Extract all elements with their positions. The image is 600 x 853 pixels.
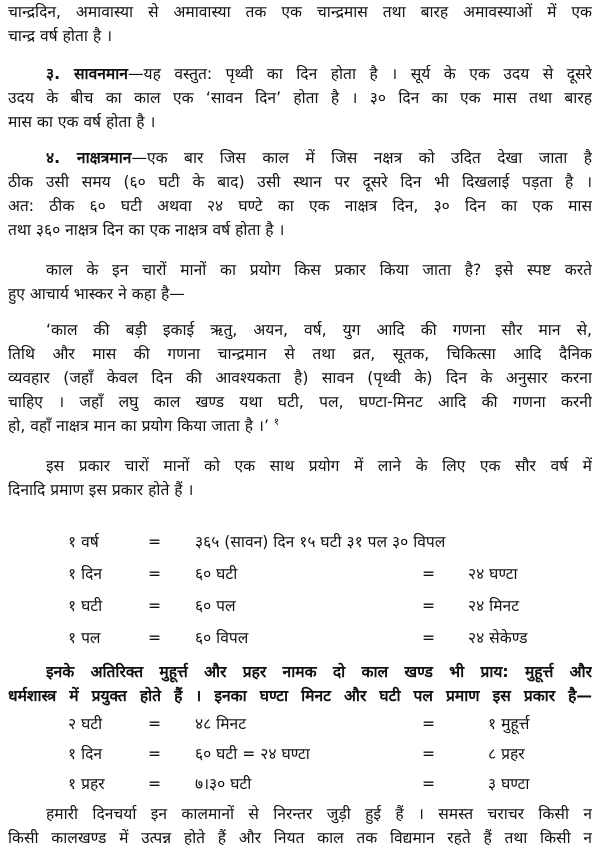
table-cell: = bbox=[422, 597, 436, 615]
table-cell: = bbox=[148, 629, 162, 647]
quote-line: चाहिए । जहाँ लघु काल खण्ड यथा घटी, पल, घण्टा-मिनट आदि की गणना करनी bbox=[8, 393, 592, 411]
table-cell: = bbox=[148, 533, 162, 551]
text-line: हुए आचार्य भास्कर ने कहा है— bbox=[8, 285, 185, 303]
sawan-paragraph-first-line bbox=[46, 62, 592, 86]
text-line: इस प्रकार चारों मानों को एक साथ प्रयोग में लाने के लिए एक सौर वर्ष में bbox=[46, 457, 592, 475]
text-line: चान्द्र वर्ष होता है । bbox=[8, 27, 112, 45]
text-line: तथा ३६० नाक्षत्र दिन का एक नाक्षत्र वर्ष होता है । bbox=[8, 221, 285, 239]
nakshatra-paragraph-first-line bbox=[46, 146, 592, 170]
text-line: काल के इन चारों मानों का प्रयोग किस प्रकार किया जाता है? इसे स्पष्ट करते bbox=[46, 261, 592, 279]
table-cell: = bbox=[148, 745, 162, 763]
table-cell: २४ घण्टा bbox=[468, 565, 518, 583]
text-line: मास का एक वर्ष होता है । bbox=[8, 113, 156, 131]
text-line bbox=[8, 684, 592, 708]
table-cell: = bbox=[422, 629, 436, 647]
table-row bbox=[0, 772, 600, 796]
table-cell: = bbox=[422, 565, 436, 583]
table-cell: = bbox=[422, 745, 436, 763]
text-line: ठीक उसी समय (६० घटी के बाद) उसी स्थान पर दूसरे दिन भी दिखलाई पड़ता है । bbox=[8, 173, 592, 191]
table-cell: १ प्रहर bbox=[68, 775, 105, 793]
table-cell: १ घटी bbox=[68, 597, 103, 615]
text-line bbox=[46, 660, 592, 684]
quote-line: तिथि और मास की गणना चान्द्रमान से तथा व्रत, सूतक, चिकित्सा आदि दैनिक bbox=[8, 345, 592, 363]
table-cell: १ दिन bbox=[68, 565, 103, 583]
quote-last-line bbox=[8, 414, 592, 438]
table-cell: ३६५ (सावन) दिन १५ घटी ३१ पल ३० विपल bbox=[195, 533, 446, 551]
text-line: दिनादि प्रमाण इस प्रकार होते हैं । bbox=[8, 481, 194, 499]
quote-line: हो, वहाँ नाक्षत्र मान का प्रयोग किया जाता है ।’ bbox=[8, 417, 269, 435]
table-cell: १ दिन bbox=[68, 745, 103, 763]
table-cell: १ मुहूर्त्त bbox=[488, 715, 530, 733]
text-line: —एक बार जिस काल में जिस नक्षत्र को उदित देखा जाता है bbox=[131, 149, 592, 167]
table-row bbox=[0, 594, 600, 618]
table-cell: ३ घण्टा bbox=[488, 775, 530, 793]
quote-line: ‘काल की बड़ी इकाई ऋतु, अयन, वर्ष, युग आदि की गणना सौर मान से, bbox=[46, 321, 592, 339]
table-cell: = bbox=[148, 715, 162, 733]
table-row bbox=[0, 562, 600, 586]
table-cell: २४ मिनट bbox=[468, 597, 520, 615]
text-line: हमारी दिनचर्या इन कालमानों से निरन्तर जुड़ी हुई हैं । समस्त चराचर किसी न bbox=[46, 805, 592, 823]
quote-line: व्यवहार (जहाँ केवल दिन की आवश्यकता है) सावन (पृथ्वी के) दिन के अनुसार करना bbox=[8, 369, 592, 387]
table-cell: = bbox=[148, 597, 162, 615]
text-line: चान्द्रदिन, अमावास्या से अमावास्या तक एक चान्द्रमास तथा बारह अमावस्याओं में एक bbox=[8, 3, 592, 21]
table-cell: १ पल bbox=[68, 629, 101, 647]
table-cell: २४ सेकेण्ड bbox=[468, 629, 528, 647]
text-line: —यह वस्तुत: पृथ्वी का दिन होता है । सूर्य के एक उदय से दूसरे bbox=[127, 65, 592, 83]
footnote-marker: १ bbox=[273, 416, 280, 428]
table-cell: ६० पल bbox=[195, 597, 236, 615]
table-cell: ६० विपल bbox=[195, 629, 249, 647]
table-cell: = bbox=[148, 775, 162, 793]
table-cell: ६० घटी bbox=[195, 565, 238, 583]
table-row bbox=[0, 712, 600, 736]
text-line: उदय के बीच का काल एक ‘सावन दिन’ होता है । ३० दिन का एक मास तथा बारह bbox=[8, 89, 592, 107]
table-cell: = bbox=[422, 775, 436, 793]
sawan-term: ३. सावनमान bbox=[46, 65, 128, 83]
table-cell: ६० घटी = २४ घण्टा bbox=[195, 745, 310, 763]
table-row bbox=[0, 626, 600, 650]
table-cell: १ वर्ष bbox=[68, 533, 99, 551]
table-cell: ८ प्रहर bbox=[488, 745, 525, 763]
table-cell: = bbox=[148, 565, 162, 583]
table-cell: ७।३० घटी bbox=[195, 775, 252, 793]
table-cell: २ घटी bbox=[68, 715, 103, 733]
table-row bbox=[0, 742, 600, 766]
text-line: किसी कालखण्ड में उत्पन्न होते हैं और नियत काल तक विद्यमान रहते हैं तथा किसी न bbox=[8, 829, 592, 847]
text-line-bold: इनके अतिरिक्त मुहूर्त्त और प्रहर नामक दो काल खण्ड भी प्राय: मुहूर्त्त और bbox=[46, 663, 592, 681]
table-cell: = bbox=[422, 715, 436, 733]
nakshatra-term: ४. नाक्षत्रमान bbox=[46, 149, 132, 167]
text-line-bold: धर्मशास्त्र में प्रयुक्त होते हैं । इनका घण्टा मिनट और घटी पल प्रमाण इस प्रकार है— bbox=[8, 687, 592, 705]
table-row bbox=[0, 530, 600, 554]
table-cell: ४८ मिनट bbox=[195, 715, 247, 733]
text-line: अत: ठीक ६० घटी अथवा २४ घण्टे का एक नाक्षत्र दिन, ३० दिन का एक मास bbox=[8, 197, 592, 215]
